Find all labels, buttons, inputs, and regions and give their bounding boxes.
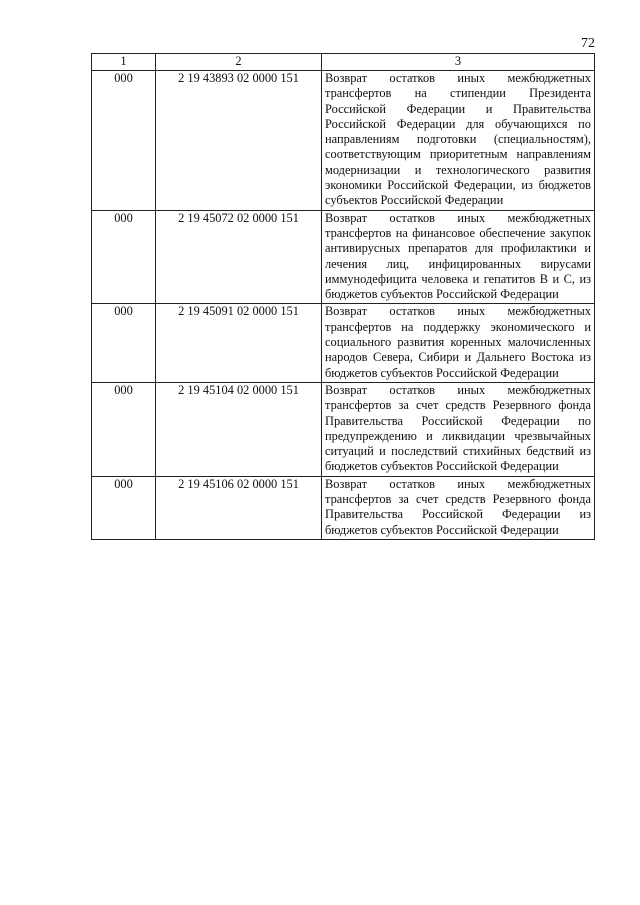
admin-code-cell: 000 [92, 210, 156, 304]
admin-code-cell: 000 [92, 304, 156, 382]
description-cell: Возврат остатков иных межбюджетных трансфертов на стипендии Президента Российской Федерации и Правительства Российской Федерации для обучающихся по направлениям подготовки (специальностям), соответствующим приоритетным направлениям модернизации и технологического развития экономики Российской Федерации, из бюджетов субъектов Российской Федерации [322, 71, 595, 211]
column-header-1: 1 [92, 54, 156, 71]
page-number: 72 [581, 36, 595, 51]
kbk-code-cell: 2 19 45104 02 0000 151 [156, 382, 322, 476]
column-header-2: 2 [156, 54, 322, 71]
kbk-code-cell: 2 19 45091 02 0000 151 [156, 304, 322, 382]
table-header-row [92, 54, 595, 71]
description-cell: Возврат остатков иных межбюджетных трансфертов на поддержку экономического и социального развития коренных малочисленных народов Севера, Сибири и Дальнего Востока из бюджетов субъектов Российской Федерации [322, 304, 595, 382]
admin-code-cell: 000 [92, 382, 156, 476]
table-row [92, 382, 595, 476]
table-row [92, 304, 595, 382]
table-row [92, 476, 595, 539]
budget-classification-table [91, 53, 595, 540]
column-header-3: 3 [322, 54, 595, 71]
description-cell: Возврат остатков иных межбюджетных трансфертов за счет средств Резервного фонда Правительства Российской Федерации по предупреждению и ликвидации чрезвычайных ситуаций и последствий стихийных бедствий из бюджетов субъектов Российской Федерации [322, 382, 595, 476]
admin-code-cell: 000 [92, 476, 156, 539]
kbk-code-cell: 2 19 45106 02 0000 151 [156, 476, 322, 539]
kbk-code-cell: 2 19 45072 02 0000 151 [156, 210, 322, 304]
description-cell: Возврат остатков иных межбюджетных трансфертов за счет средств Резервного фонда Правительства Российской Федерации из бюджетов субъектов Российской Федерации [322, 476, 595, 539]
kbk-code-cell: 2 19 43893 02 0000 151 [156, 71, 322, 211]
table-row [92, 210, 595, 304]
admin-code-cell: 000 [92, 71, 156, 211]
table-row [92, 71, 595, 211]
description-cell: Возврат остатков иных межбюджетных трансфертов на финансовое обеспечение закупок антивирусных препаратов для профилактики и лечения лиц, инфицированных вирусами иммунодефицита человека и гепатитов B и C, из бюджетов субъектов Российской Федерации [322, 210, 595, 304]
